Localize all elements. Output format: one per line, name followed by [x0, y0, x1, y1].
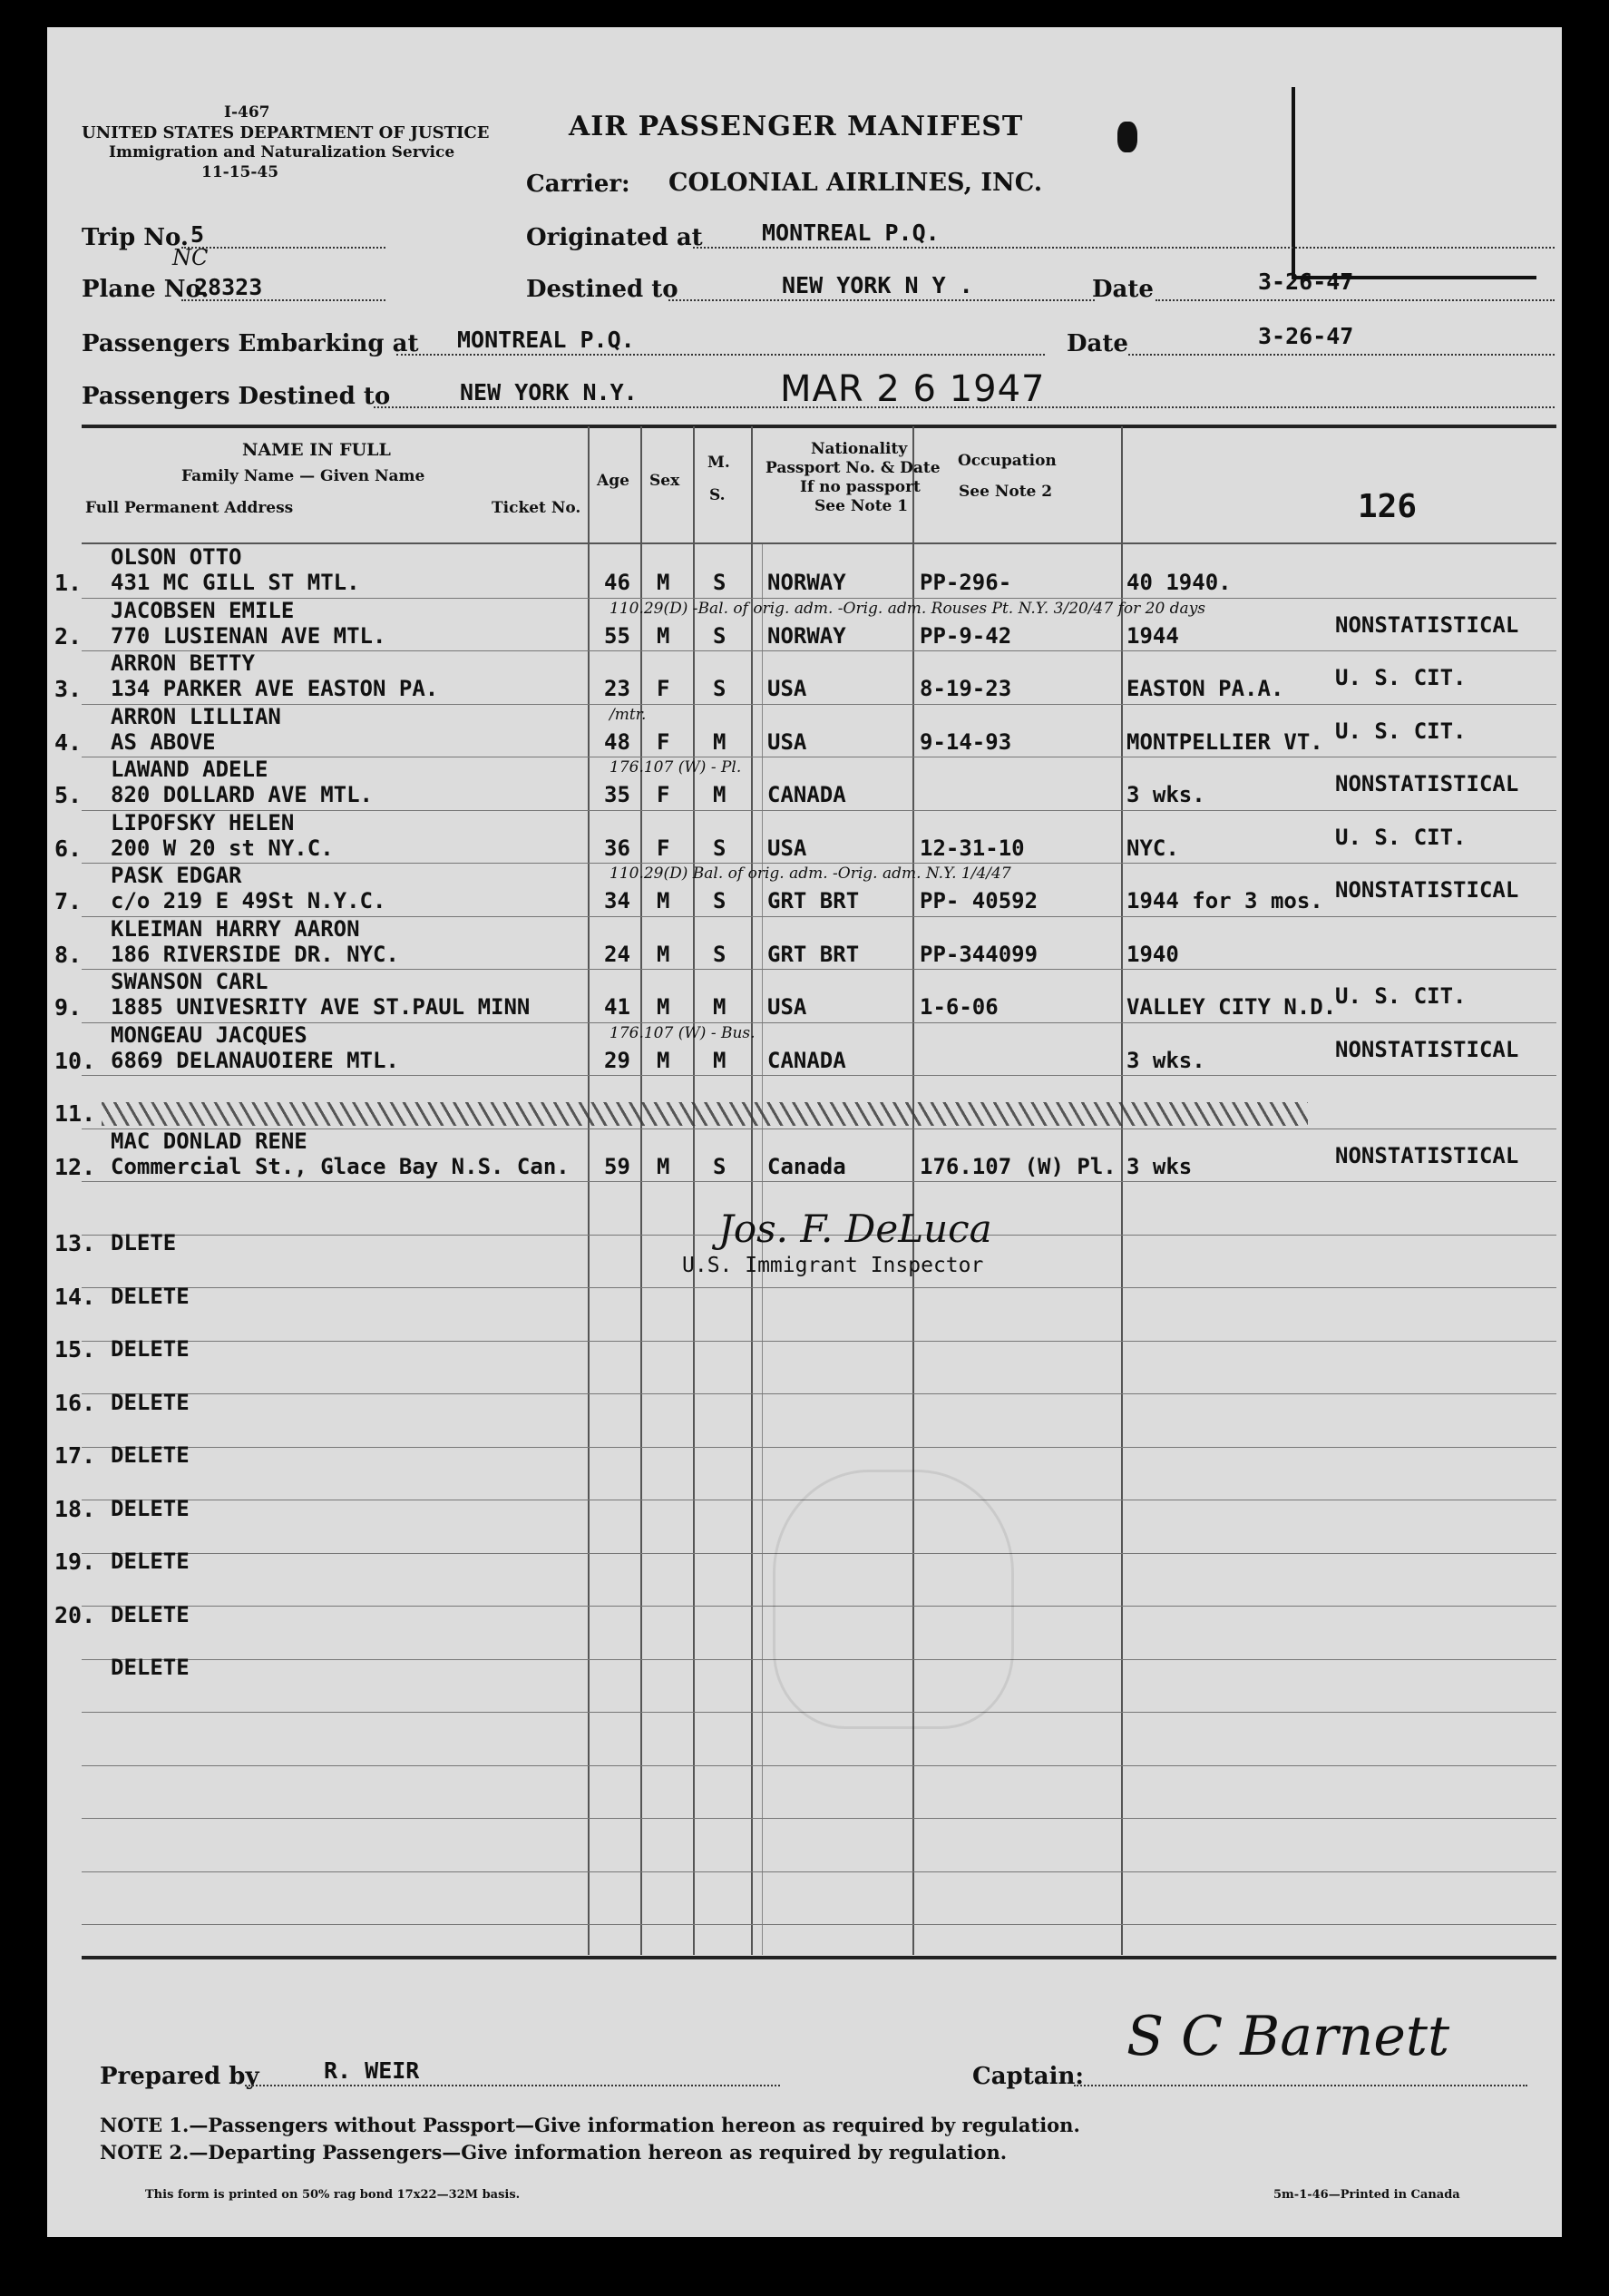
dest-label: Passengers Destined to: [82, 383, 391, 410]
row-line: [82, 810, 1556, 811]
note-2: NOTE 2.—Departing Passengers—Give information hereon as required by regulation.: [100, 2141, 1008, 2164]
col-ms-1: M.: [707, 454, 730, 472]
passenger-nationality: CANADA: [767, 782, 846, 807]
table-top-border: [82, 425, 1556, 428]
passenger-status-note: U. S. CIT.: [1335, 983, 1467, 1009]
row-number: 10.: [54, 1048, 96, 1074]
passenger-address: 200 W 20 st NY.C.: [111, 835, 334, 861]
passenger-address: 186 RIVERSIDE DR. NYC.: [111, 942, 399, 967]
passenger-age: 23: [604, 676, 630, 701]
passenger-nationality: NORWAY: [767, 623, 846, 649]
col-sex: Sex: [649, 472, 680, 490]
row-line: [82, 969, 1556, 970]
row-line: [82, 1341, 1556, 1342]
row-number: 7.: [54, 888, 83, 914]
delete-row-number: 16.: [54, 1390, 96, 1416]
passenger-nationality: GRT BRT: [767, 888, 860, 914]
passenger-age: 24: [604, 942, 630, 967]
row-line: [82, 1924, 1556, 1925]
row-11-strikeout: [102, 1102, 1308, 1126]
passenger-age: 41: [604, 994, 630, 1020]
embarking-value: MONTREAL P.Q.: [457, 327, 635, 353]
passenger-age: 59: [604, 1154, 630, 1179]
passenger-occupation: 1944: [1126, 623, 1179, 649]
delete-row-number: 13.: [54, 1230, 96, 1256]
row-line: [82, 1447, 1556, 1448]
delete-row-number: 19.: [54, 1549, 96, 1575]
passenger-age: 46: [604, 570, 630, 595]
inspector-signature: Jos. F. DeLuca: [718, 1207, 992, 1251]
passenger-occupation: 3 wks.: [1126, 782, 1205, 807]
plane-number: 28323: [194, 274, 263, 300]
passenger-sex: M: [657, 1048, 670, 1073]
row-number: 1.: [54, 570, 83, 596]
delete-row-text: DELETE: [111, 1390, 190, 1415]
passenger-name: KLEIMAN HARRY AARON: [111, 916, 360, 942]
embark-date-label: Date: [1067, 330, 1128, 357]
passenger-sex: M: [657, 623, 670, 649]
passenger-passport: PP-9-42: [920, 623, 1012, 649]
table-bottom-border: [82, 1956, 1556, 1959]
agency-name: UNITED STATES DEPARTMENT OF JUSTICE: [82, 123, 490, 142]
passenger-nationality: NORWAY: [767, 570, 846, 595]
corner-mark: [1292, 87, 1295, 278]
passenger-address: 820 DOLLARD AVE MTL.: [111, 782, 373, 807]
passenger-sex: F: [657, 676, 670, 701]
printed-note: This form is printed on 50% rag bond 17x22—32M basis.: [145, 2188, 521, 2202]
passenger-occupation: 3 wks.: [1126, 1048, 1205, 1073]
passenger-occupation: NYC.: [1126, 835, 1179, 861]
passenger-name: LIPOFSKY HELEN: [111, 810, 295, 835]
passenger-passport: 12-31-10: [920, 835, 1025, 861]
passenger-address: 134 PARKER AVE EASTON PA.: [111, 676, 439, 701]
row-line: [82, 598, 1556, 599]
passenger-passport: 176.107 (W) Pl.: [920, 1154, 1117, 1179]
received-stamp: MAR 2 6 1947: [780, 368, 1046, 410]
passenger-nationality: USA: [767, 676, 807, 701]
dest-value: NEW YORK N.Y.: [460, 379, 638, 405]
handwritten-note: 176.107 (W) - Pl.: [609, 758, 742, 777]
date-value: 3-26-47: [1258, 269, 1354, 295]
passenger-passport: PP-296-: [920, 570, 1012, 595]
row-number: 3.: [54, 676, 83, 702]
delete-row-text: DELETE: [111, 1549, 190, 1574]
passenger-name: LAWAND ADELE: [111, 757, 268, 782]
delete-row-text: DELETE: [111, 1336, 190, 1362]
delete-row-number: 20.: [54, 1602, 96, 1628]
trip-label: Trip No.: [82, 224, 189, 251]
embarking-label: Passengers Embarking at: [82, 330, 419, 357]
row-number: 4.: [54, 729, 83, 756]
passenger-age: 55: [604, 623, 630, 649]
passenger-nationality: USA: [767, 835, 807, 861]
row-line: [82, 1393, 1556, 1394]
passenger-sex: M: [657, 888, 670, 914]
passenger-status-note: U. S. CIT.: [1335, 825, 1467, 850]
passenger-name: JACOBSEN EMILE: [111, 598, 295, 623]
carrier-label: Carrier:: [526, 171, 630, 198]
date-label: Date: [1092, 276, 1154, 303]
passenger-status-note: NONSTATISTICAL: [1335, 1143, 1519, 1168]
passenger-nationality: GRT BRT: [767, 942, 860, 967]
row-number: 12.: [54, 1154, 96, 1180]
handwritten-note: 110.29(D) -Bal. of orig. adm. -Orig. adm. Rouses Pt. N.Y. 3/20/47 for 20 days: [609, 600, 1206, 618]
row-line: [82, 1181, 1556, 1182]
delete-row-number: 14.: [54, 1284, 96, 1310]
row-line: [82, 704, 1556, 705]
row-number: 6.: [54, 835, 83, 862]
passenger-name: ARRON BETTY: [111, 650, 255, 676]
passenger-marital: S: [713, 888, 726, 914]
originated-label: Originated at: [526, 224, 703, 251]
delete-row-number: 15.: [54, 1336, 96, 1363]
passenger-status-note: U. S. CIT.: [1335, 665, 1467, 690]
prepared-label: Prepared by: [100, 2063, 259, 2090]
passenger-occupation: 1944 for 3 mos.: [1126, 888, 1323, 914]
passenger-marital: M: [713, 729, 726, 755]
col-occ-2: See Note 2: [959, 483, 1053, 501]
passenger-sex: F: [657, 782, 670, 807]
passenger-name: OLSON OTTO: [111, 544, 242, 570]
trip-number: 5: [190, 221, 205, 248]
handwritten-note: 176.107 (W) - Bus.: [609, 1024, 756, 1042]
row-line: [82, 1075, 1556, 1076]
passenger-sex: F: [657, 729, 670, 755]
passenger-age: 34: [604, 888, 630, 914]
delete-row-text: DELETE: [111, 1602, 190, 1627]
row-line: [82, 1871, 1556, 1872]
originated-value: MONTREAL P.Q.: [762, 220, 940, 246]
row-number: 11.: [54, 1100, 96, 1127]
plane-prefix: NC: [172, 245, 209, 270]
passenger-marital: M: [713, 782, 726, 807]
passenger-passport: 1-6-06: [920, 994, 999, 1020]
passenger-occupation: EASTON PA.A.: [1126, 676, 1284, 701]
punch-hole: [1117, 122, 1137, 152]
col-nat-3: If no passport: [800, 478, 921, 496]
form-number: I-467: [224, 103, 270, 122]
col-ticket: Ticket No.: [492, 499, 581, 517]
handwritten-note: /mtr.: [609, 706, 647, 724]
delete-row-text: DELETE: [111, 1496, 190, 1521]
passenger-occupation: MONTPELLIER VT.: [1126, 729, 1323, 755]
handwritten-note: 110.29(D) Bal. of orig. adm. -Orig. adm. N.Y. 1/4/47: [609, 865, 1011, 883]
passenger-passport: PP-344099: [920, 942, 1039, 967]
delete-row-number: 17.: [54, 1442, 96, 1469]
row-number: 2.: [54, 623, 83, 650]
row-number: 8.: [54, 942, 83, 968]
captain-label: Captain:: [972, 2063, 1084, 2090]
service-name: Immigration and Naturalization Service: [109, 143, 455, 161]
passenger-passport: 9-14-93: [920, 729, 1012, 755]
passenger-sex: M: [657, 570, 670, 595]
passenger-age: 35: [604, 782, 630, 807]
passenger-status-note: U. S. CIT.: [1335, 718, 1467, 744]
passenger-name: ARRON LILLIAN: [111, 704, 281, 729]
passenger-name: PASK EDGAR: [111, 863, 242, 888]
col-occ-1: Occupation: [958, 452, 1057, 470]
passenger-address: 1885 UNIVESRITY AVE ST.PAUL MINN: [111, 994, 531, 1020]
passenger-marital: S: [713, 570, 726, 595]
passenger-age: 36: [604, 835, 630, 861]
delete-row-number: 18.: [54, 1496, 96, 1522]
col-address: Full Permanent Address: [85, 499, 294, 517]
printed-right: 5m-1-46—Printed in Canada: [1273, 2188, 1460, 2202]
passenger-status-note: NONSTATISTICAL: [1335, 612, 1519, 638]
passenger-status-note: NONSTATISTICAL: [1335, 771, 1519, 796]
passenger-status-note: NONSTATISTICAL: [1335, 877, 1519, 903]
row-line: [82, 1765, 1556, 1766]
captain-signature: S C Barnett: [1126, 2005, 1450, 2068]
passenger-marital: S: [713, 623, 726, 649]
plane-label: Plane No.: [82, 276, 210, 303]
passenger-marital: S: [713, 835, 726, 861]
passenger-occupation: 3 wks: [1126, 1154, 1193, 1179]
row-line: [82, 1287, 1556, 1288]
passenger-age: 29: [604, 1048, 630, 1073]
delete-row-text: DELETE: [111, 1442, 190, 1468]
col-ms-2: S.: [709, 486, 726, 504]
col-age: Age: [597, 472, 629, 490]
table-header-border: [82, 542, 1556, 544]
passenger-name: MAC DONLAD RENE: [111, 1128, 307, 1154]
passenger-nationality: Canada: [767, 1154, 846, 1179]
row-line: [82, 650, 1556, 651]
passenger-address: AS ABOVE: [111, 729, 216, 755]
passenger-sex: M: [657, 942, 670, 967]
passenger-marital: S: [713, 942, 726, 967]
destined-value: NEW YORK N Y .: [782, 272, 973, 298]
passenger-sex: F: [657, 835, 670, 861]
form-date: 11-15-45: [201, 163, 279, 181]
passenger-status-note: NONSTATISTICAL: [1335, 1037, 1519, 1062]
passenger-nationality: CANADA: [767, 1048, 846, 1073]
note-1: NOTE 1.—Passengers without Passport—Give information hereon as required by regulation.: [100, 2114, 1080, 2136]
passenger-address: 6869 DELANAUOIERE MTL.: [111, 1048, 399, 1073]
passenger-occupation: 1940: [1126, 942, 1179, 967]
passenger-nationality: USA: [767, 994, 807, 1020]
passenger-marital: M: [713, 994, 726, 1020]
col-name-sub: Family Name — Given Name: [181, 467, 425, 485]
passenger-occupation: 40 1940.: [1126, 570, 1232, 595]
passenger-passport: 8-19-23: [920, 676, 1012, 701]
carrier-name: COLONIAL AIRLINES, INC.: [668, 169, 1043, 197]
manifest-page: [47, 27, 1562, 2237]
passenger-marital: M: [713, 1048, 726, 1073]
passenger-age: 48: [604, 729, 630, 755]
passenger-sex: M: [657, 1154, 670, 1179]
inspector-title: U.S. Immigrant Inspector: [682, 1254, 984, 1277]
row-line: [82, 863, 1556, 864]
delete-row-text: DELETE: [111, 1655, 190, 1680]
passenger-count: 126: [1358, 488, 1418, 525]
passenger-marital: S: [713, 1154, 726, 1179]
col-nat-1: Nationality: [811, 440, 908, 458]
row-number: 9.: [54, 994, 83, 1021]
passenger-address: 431 MC GILL ST MTL.: [111, 570, 360, 595]
row-number: 5.: [54, 782, 83, 808]
delete-row-text: DELETE: [111, 1284, 190, 1309]
col-name-title: NAME IN FULL: [242, 440, 391, 460]
passenger-passport: PP- 40592: [920, 888, 1039, 914]
col-nat-2: Passport No. & Date: [765, 459, 941, 477]
passenger-occupation: VALLEY CITY N.D.: [1126, 994, 1337, 1020]
prepared-by: R. WEIR: [324, 2057, 420, 2084]
passenger-marital: S: [713, 676, 726, 701]
delete-row-text: DLETE: [111, 1230, 177, 1255]
manifest-title: AIR PASSENGER MANIFEST: [569, 111, 1024, 142]
passenger-sex: M: [657, 994, 670, 1020]
passenger-nationality: USA: [767, 729, 807, 755]
passenger-name: MONGEAU JACQUES: [111, 1022, 307, 1048]
col-nat-4: See Note 1: [814, 497, 909, 515]
passenger-address: 770 LUSIENAN AVE MTL.: [111, 623, 386, 649]
faint-seal-stamp: [773, 1470, 1014, 1729]
passenger-address: c/o 219 E 49St N.Y.C.: [111, 888, 386, 914]
destined-label: Destined to: [526, 276, 678, 303]
embark-date-value: 3-26-47: [1258, 323, 1354, 349]
passenger-address: Commercial St., Glace Bay N.S. Can.: [111, 1154, 570, 1179]
row-line: [82, 1818, 1556, 1819]
passenger-name: SWANSON CARL: [111, 969, 268, 994]
